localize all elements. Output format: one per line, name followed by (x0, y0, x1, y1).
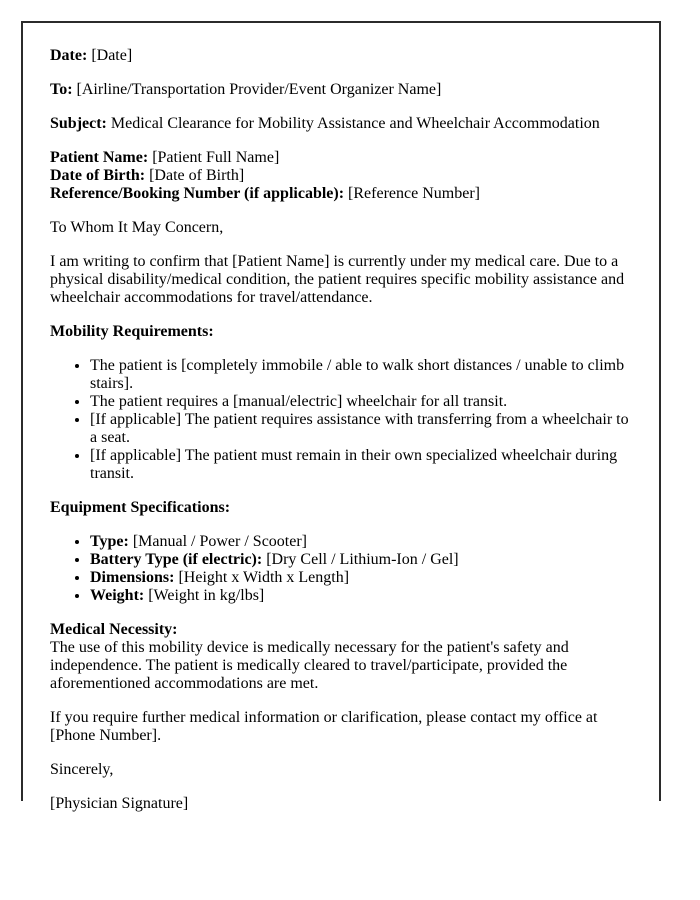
date-label: Date: (50, 47, 88, 64)
medical-necessity-heading: Medical Necessity: (50, 621, 178, 638)
reference-label: Reference/Booking Number (if applicable): (50, 185, 345, 202)
equipment-specifications-heading: Equipment Specifications: (50, 499, 231, 516)
reference-value: [Reference Number] (344, 185, 480, 202)
list-item: • The patient requires a [manual/electric] wheelchair for all transit. (90, 393, 629, 411)
recipient-line (50, 81, 629, 99)
dob-line (50, 167, 244, 184)
battery-type-label: Battery Type (if electric): (90, 551, 263, 568)
dob-value: [Date of Birth] (145, 167, 245, 184)
weight-label: Weight: (90, 587, 145, 604)
patient-info-block (50, 149, 629, 203)
subject-line (50, 115, 629, 133)
dob-label: Date of Birth: (50, 167, 146, 184)
closing: Sincerely, (50, 761, 114, 778)
date-value: [Date] (87, 47, 133, 64)
list-item: • [If applicable] The patient must remain in their own specialized wheelchair during transit. (90, 447, 629, 483)
recipient-value: [Airline/Transportation Provider/Event Organizer Name] (72, 81, 442, 98)
signature-line: [Physician Signature] (50, 795, 189, 812)
salutation: To Whom It May Concern, (50, 219, 224, 236)
patient-name-label: Patient Name: (50, 149, 149, 166)
list-item (90, 569, 629, 587)
equipment-specifications-list (50, 533, 629, 605)
patient-name-value: [Patient Full Name] (148, 149, 280, 166)
mobility-requirements-heading: Mobility Requirements: (50, 323, 214, 340)
contact-paragraph: If you require further medical information or clarification, please contact my office at [Phone Number]. (50, 709, 598, 744)
list-item (90, 551, 629, 569)
battery-type-value: [Dry Cell / Lithium-Ion / Gel] (262, 551, 459, 568)
mobility-requirements-list (50, 357, 629, 483)
list-item (90, 533, 629, 551)
date-line (50, 47, 629, 65)
list-item: • The patient is [completely immobile / able to walk short distances / unable to climb stairs]. (90, 357, 629, 393)
medical-necessity-body: The use of this mobility device is medically necessary for the patient's safety and independence. The patient is medically cleared to travel/participate, provided the aforementioned accommodations are met. (50, 639, 569, 692)
subject-label: Subject: (50, 115, 107, 132)
equipment-type-value: [Manual / Power / Scooter] (128, 533, 307, 550)
medical-necessity-paragraph (50, 621, 629, 693)
equipment-type-label: Type: (90, 533, 129, 550)
reference-line (50, 185, 480, 202)
list-item: • [If applicable] The patient requires assistance with transferring from a wheelchair to a seat. (90, 411, 629, 447)
patient-name-line (50, 149, 279, 166)
list-item (90, 587, 629, 605)
intro-paragraph: I am writing to confirm that [Patient Name] is currently under my medical care. Due to a physical disability/medical condition, the patient requires specific mobility assistance and wheelchair accommodations for travel/attendance. (50, 253, 625, 306)
dimensions-value: [Height x Width x Length] (174, 569, 350, 586)
weight-value: [Weight in kg/lbs] (144, 587, 265, 604)
letter-document (21, 21, 661, 812)
subject-value: Medical Clearance for Mobility Assistance and Wheelchair Accommodation (106, 115, 600, 132)
recipient-label: To: (50, 81, 73, 98)
dimensions-label: Dimensions: (90, 569, 175, 586)
